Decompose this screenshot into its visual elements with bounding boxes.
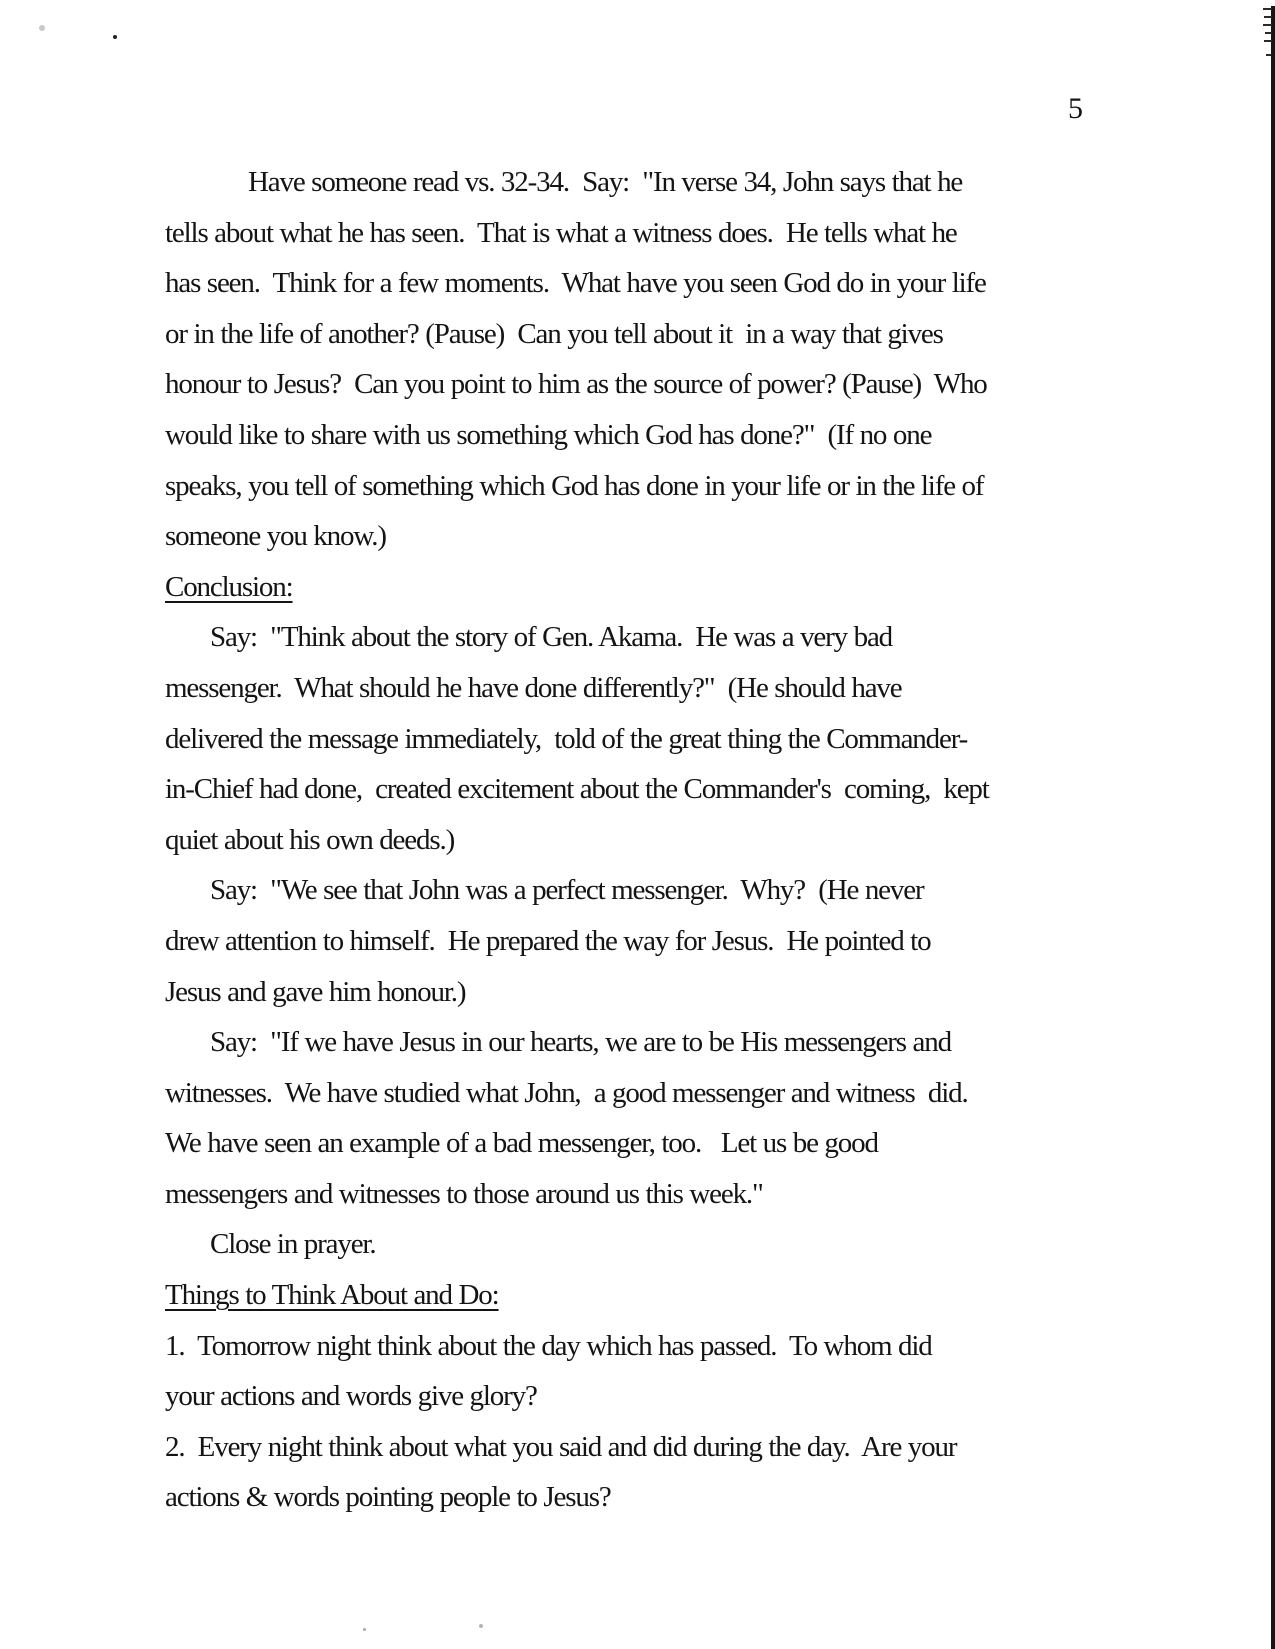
scan-tick (1263, 24, 1272, 26)
scan-speck (479, 1624, 483, 1628)
scan-tick (1264, 16, 1272, 18)
text-line: or in the life of another? (Pause) Can you tell about it in a way that gives (165, 317, 943, 350)
text-line: actions & words pointing people to Jesus? (165, 1481, 611, 1514)
text-line: Say: "We see that John was a perfect messenger. Why? (He never (210, 874, 924, 907)
text-line: Say: "If we have Jesus in our hearts, we are to be His messengers and (210, 1026, 951, 1059)
text-line: Say: "Think about the story of Gen. Akama. He was a very bad (210, 621, 893, 654)
text-line: someone you know.) (165, 520, 386, 553)
text-line: your actions and words give glory? (165, 1380, 537, 1413)
page-number: 5 (1068, 92, 1082, 125)
text-line: messengers and witnesses to those around us this week." (165, 1177, 763, 1210)
text-line: Close in prayer. (210, 1228, 376, 1261)
scan-tick (1263, 8, 1272, 10)
text-line: delivered the message immediately, told of the great thing the Commander- (165, 722, 968, 755)
scan-speck (113, 35, 117, 39)
text-line: in-Chief had done, created excitement about the Commander's coming, kept (165, 773, 989, 806)
text-line: honour to Jesus? Can you point to him as the source of power? (Pause) Who (165, 368, 987, 401)
text-line: tells about what he has seen. That is what a witness does. He tells what he (165, 216, 957, 249)
text-line: witnesses. We have studied what John, a good messenger and witness did. (165, 1076, 968, 1109)
text-line: drew attention to himself. He prepared the way for Jesus. He pointed to (165, 924, 931, 957)
scan-speck (39, 25, 45, 31)
text-line: messenger. What should he have done differently?" (He should have (165, 671, 902, 704)
text-line: speaks, you tell of something which God has done in your life or in the life of (165, 469, 984, 502)
scan-tick (1264, 40, 1272, 42)
text-line: would like to share with us something which God has done?" (If no one (165, 418, 932, 451)
scan-tick (1266, 54, 1271, 56)
text-line: quiet about his own deeds.) (165, 823, 455, 856)
text-line: 1. Tomorrow night think about the day which has passed. To whom did (165, 1329, 932, 1362)
scan-edge-line (1271, 6, 1275, 1649)
section-heading: Things to Think About and Do: (165, 1279, 499, 1312)
scan-tick (1265, 32, 1272, 34)
text-line: has seen. Think for a few moments. What have you seen God do in your life (165, 267, 986, 300)
section-heading: Conclusion: (165, 570, 293, 603)
scan-speck (363, 1628, 366, 1631)
text-line: Jesus and gave him honour.) (165, 975, 466, 1008)
text-line: We have seen an example of a bad messenger, too. Let us be good (165, 1127, 878, 1160)
text-line: 2. Every night think about what you said and did during the day. Are your (165, 1430, 957, 1463)
text-line: Have someone read vs. 32-34. Say: "In verse 34, John says that he (248, 166, 963, 198)
